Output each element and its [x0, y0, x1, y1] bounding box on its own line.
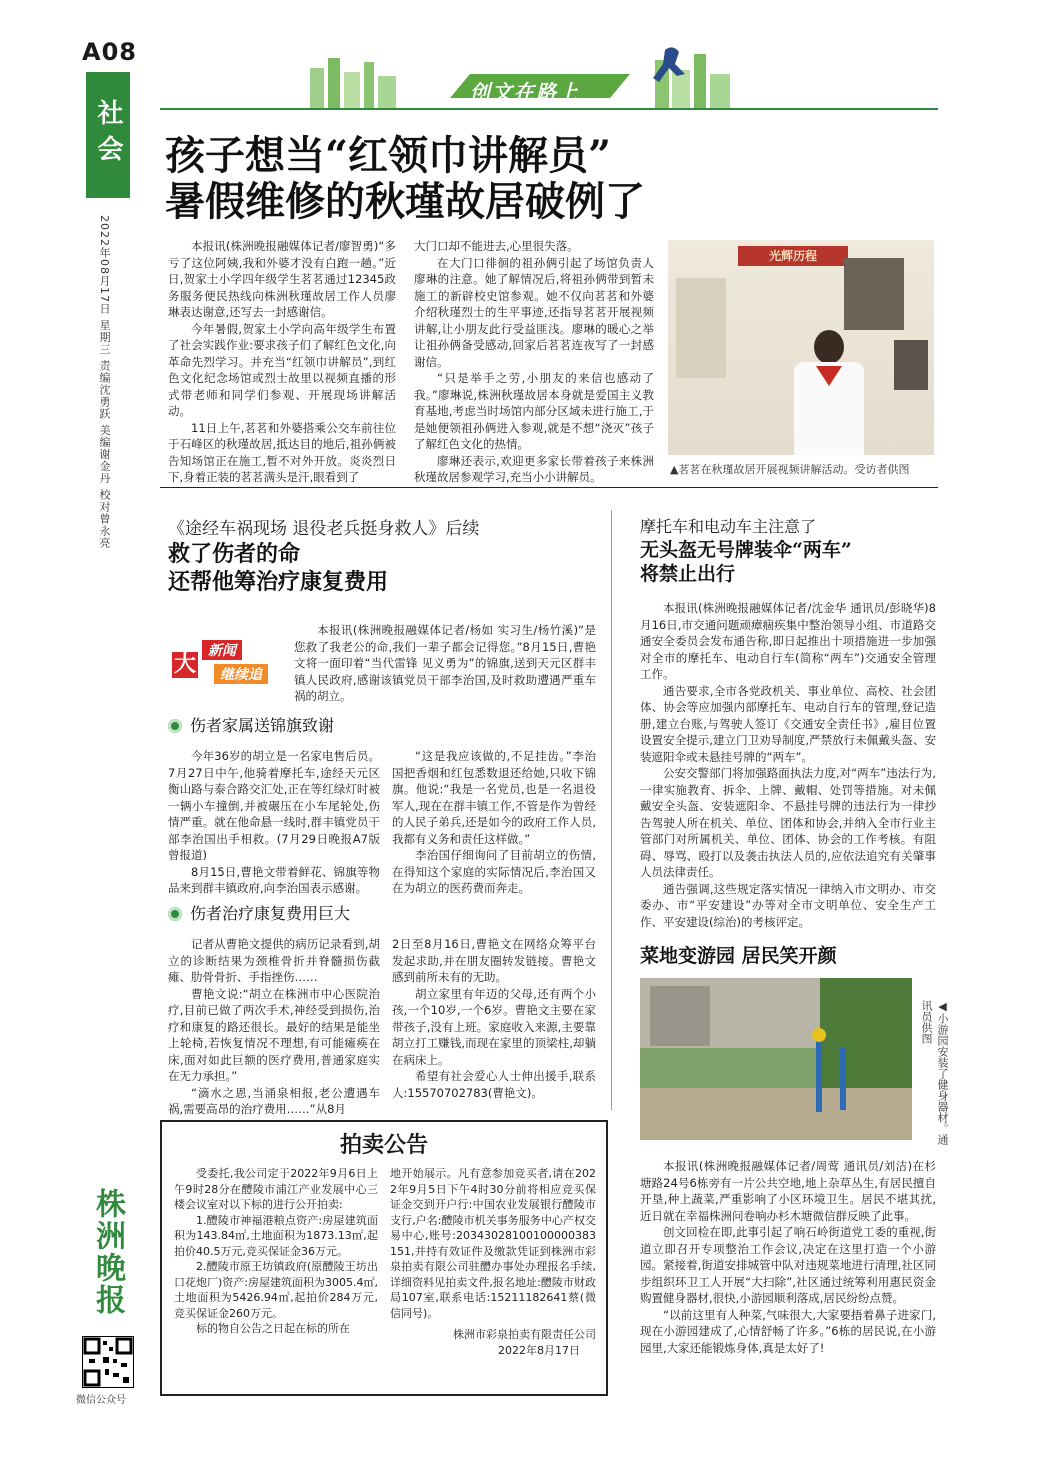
story1-column-2 — [414, 238, 654, 486]
paragraph: 2.醴陵市原王坊镇政府(原醴陵王坊出口花炮厂)资产:房屋建筑面积为3005.4㎡,土地面积为5426.94㎡,起拍价284万元,竞买保证金260万元。 — [174, 1260, 378, 1320]
paragraph: 公安交警部门将加强路面执法力度,对“两车”违法行为,一律实施教育、拆伞、上牌、戴帽、处罚等措施。对未佩戴安全头盔、安装遮阳伞、不悬挂号牌的违法行为一律抄告驾驶人所在机关、单位、团体和协会,并纳入全市行业主管部门对所属机关、单位、团体、协会的工作考核。有阻碍、辱骂、殴打以及袭击执法人员的,应依法追究有关肇事人员法律责任。 — [640, 766, 936, 879]
paved-ground — [640, 1088, 912, 1140]
story3-headline-line2: 将禁止出行 — [640, 563, 736, 585]
auction-col2 — [390, 1166, 596, 1358]
column-banner — [300, 40, 740, 115]
paragraph: 标的物自公告之日起在标的所在 — [196, 1322, 350, 1335]
paragraph: 在大门口徘徊的祖孙俩引起了场馆负责人廖琳的注意。她了解情况后,将祖孙俩带到暂未施工的新辟校史馆参观。她不仅向茗茗和外婆介绍秋瑾烈士的生平事迹,还指导茗茗开展视频讲解,让小朋友此行受益匪浅。廖琳的暖心之举让祖孙俩备受感动,回家后茗茗连夜写了一封感谢信。 — [414, 255, 654, 369]
paragraph: “只是举手之劳,小朋友的来信也感动了我。”廖琳说,株洲秋瑾故居本身就是爱国主义教育基地,考虑当时场馆内部分区域未进行施工,于是她便领祖孙俩进入参观,就是不想“浇灭”孩子了解红色文化的热情。 — [414, 371, 654, 451]
paragraph: 受委托,我公司定于2022年9月6日上午9时28分在醴陵市浦江产业发展中心三楼会议室对以下标的进行公开拍卖: — [174, 1167, 378, 1211]
auction-notice-box — [160, 1120, 608, 1396]
story1-photo — [668, 240, 934, 455]
story2-kicker: 《途经车祸现场 退役老兵挺身救人》后续 — [168, 519, 480, 539]
story3-body — [640, 600, 936, 930]
paragraph: 通告要求,全市各党政机关、事业单位、高校、社会团体、协会等应加强内部摩托车、电动自行车的管理,登记造册,建立台账,与驾驶人签订《交通安全责任书》,雇目位置设置安全提示,建立门卫劝导制度,严禁放行未佩戴头盔、安装遮阳伞或未悬挂号牌的“两车”。 — [640, 683, 936, 764]
paragraph: 本报讯(株洲晚报融媒体记者/廖智勇)“多亏了这位阿姨,我和外婆才没有白跑一趟。”近日,贺家土小学四年级学生茗茗通过12345政务服务便民热线向株洲秋瑾故居工作人员廖琳表达谢意,还写去一封感谢信。 — [168, 239, 396, 319]
paragraph: 8月15日,曹艳文带着鲜花、锦旗等物品来到群丰镇政府,向李治国表示感谢。 — [168, 864, 380, 895]
story2-sec1-col2 — [392, 748, 596, 897]
qr-caption: 微信公众号 — [76, 1395, 126, 1406]
section-tag: 社会 — [86, 72, 130, 198]
paragraph: 廖琳还表示,欢迎更多家长带着孩子来株洲秋瑾故居参观学习,充当小小讲解员。 — [414, 453, 654, 484]
building-block — [650, 986, 710, 1046]
paragraph: “滴水之恩,当涌泉相报,老公遭遇车祸,需要高昂的治疗费用……”从8月 — [168, 1085, 380, 1116]
paragraph: 2日至8月16日,曹艳文在网络众筹平台发起求助,并在朋友圈转发链接。曹艳文感到前所未有的无助。 — [392, 937, 596, 984]
paragraph: 地开始展示。凡有意参加竞买者,请在2022年9月5日下午4时30分前将相应竞买保证金交到开户行:中国农业发展银行醴陵市支行,户名:醴陵市机关事务服务中心产权交易中心,账号:20343028100100000383151,并持有效证件及缴款凭证到株洲市彩泉拍卖有限公司驻醴办事处办理报名手续,详细资料见拍卖文件,报名地址:醴陵市财政局107室,联系电话:15211182641蔡(微信同号)。 — [390, 1167, 596, 1320]
banner-text: 创文在路上 — [470, 80, 580, 104]
auction-date: 2022年8月17日 — [498, 1343, 580, 1357]
newspaper-brand: 株洲晚报 — [90, 1188, 125, 1316]
fitness-equipment — [812, 1028, 826, 1042]
paragraph: 本报讯(株洲晚报融媒体记者/沈金华 通讯员/彭晓华)8月16日,市交通问题顽瘴痼疾集中整治领导小组、市道路交通安全委员会发布通告称,即日起推出十项措施进一步加强对全市的摩托车、电动自行车(简称“两车”)交通安全管理工作。 — [640, 601, 936, 681]
badge-line1: 新闻 — [202, 640, 242, 660]
fitness-equipment — [816, 1032, 822, 1112]
portrait-frame — [894, 340, 928, 390]
subhead-text: 伤者治疗康复费用巨大 — [190, 904, 351, 923]
fitness-equipment — [840, 1048, 846, 1110]
story2-lead — [294, 622, 596, 705]
follow-up-badge — [168, 630, 288, 692]
issue-meta: 2022年08月17日 星期三 责编沈勇跃 美编谢金丹 校对曾永亮 — [98, 215, 111, 549]
story4-photo — [640, 978, 912, 1140]
paragraph: 大门口却不能进去,心里很失落。 — [414, 239, 579, 253]
header-rule — [160, 108, 938, 110]
portrait-frame — [844, 258, 904, 330]
story4-headline: 菜地变游园 居民笑开颜 — [640, 945, 837, 967]
paragraph: 今年36岁的胡立是一名家电售后员。7月27日中午,他骑着摩托车,途经天元区衡山路与泰合路交汇处,正在等红绿灯时被一辆小车撞倒,并被碾压在小车尾轮处,伤情严重。就在他命悬一线时,群丰镇党员干部李治国出手相救。(7月29日晚报A7版曾报道) — [168, 749, 380, 862]
person-head — [814, 330, 844, 364]
bullet-dot-icon — [168, 719, 182, 733]
paragraph: 1.醴陵市神福港粮点资产:房屋建筑面积为143.84㎡,土地面积为1873.13㎡,起拍价40.5万元,竞买保证金36万元。 — [174, 1213, 378, 1258]
tree-canopy — [820, 978, 912, 1088]
story1-headline-line2: 暑假维修的秋瑾故居破例了 — [165, 178, 645, 225]
paragraph: 李治国仔细询问了目前胡立的伤情,在得知这个家庭的实际情况后,李治国又在为胡立的医药费而奔走。 — [392, 848, 596, 895]
story2-sec2-col2 — [392, 936, 596, 1101]
page-number: A08 — [82, 38, 137, 66]
story4-body — [640, 1158, 936, 1356]
paragraph: 胡立家里有年迈的父母,还有两个小孩,一个10岁,一个6岁。曹艳文主要在家带孩子,没有上班。家庭收入来源,主要靠胡立打工赚钱,而现在家里的顶梁柱,却躺在病床上。 — [392, 986, 596, 1067]
story4-photo-caption: ◀小游园安装了健身器材。通讯员供图 — [920, 1000, 949, 1145]
paragraph: 记者从曹艳文提供的病历记录看到,胡立的诊断结果为颈椎骨折并脊髓损伤截瘫、肋骨骨折、手指挫伤…… — [168, 937, 380, 984]
exhibit-panel — [676, 278, 726, 378]
bullet-dot-icon — [168, 907, 182, 921]
story2-sec2-col1 — [168, 936, 380, 1118]
paragraph: 今年暑假,贺家土小学向高年级学生布置了社会实践作业:要求孩子们了解红色文化,向革命先烈学习。并充当“红领巾讲解员”,到红色文化纪念场馆或烈士故里以视频直播的形式带老师和同学们参观、开展现场讲解活动。 — [168, 321, 396, 418]
subhead-text: 伤者家属送锦旗致谢 — [190, 716, 335, 735]
story1-column-1 — [168, 238, 396, 486]
story1-photo-caption: ▲茗茗在秋瑾故居开展视频讲解活动。受访者供图 — [670, 463, 910, 476]
story2-subhead-1 — [168, 714, 334, 738]
paragraph: 希望有社会爱心人士伸出援手,联系人:15570702783(曹艳文)。 — [392, 1069, 596, 1100]
photo-wall-sign: 光辉历程 — [738, 246, 848, 266]
story2-headline-line2: 还帮他筹治疗康复费用 — [168, 569, 389, 595]
story2-headline-line1: 救了伤者的命 — [168, 541, 301, 567]
paragraph: 通告强调,这些规定落实情况一律纳入市文明办、市交委办、市“平安建设”办等对全市文明单位、安全生产工作、平安建设(综治)的考核评定。 — [640, 881, 936, 929]
auction-signer: 株洲市彩泉拍卖有限责任公司 — [453, 1328, 596, 1341]
paragraph: 曹艳文说:“胡立在株洲市中心医院治疗,目前已做了两次手术,神经受到损伤,治疗和康复的路还很长。最好的结果是能坐上轮椅,若恢复情况不理想,有可能瘫痪在床,面对如此巨额的医疗费用,普通家庭实在无力承担。” — [168, 986, 380, 1083]
qr-code-icon — [83, 1337, 133, 1387]
story3-headline-line1: 无头盔无号牌装伞“两车” — [640, 539, 852, 561]
auction-col1 — [174, 1166, 378, 1337]
paragraph: “以前这里有人种菜,气味很大,大家要捂着鼻子进家门,现在小游园建成了,心情舒畅了许多。”6栋的居民说,在小游园里,大家还能锻炼身体,真是太好了! — [640, 1307, 936, 1355]
column-divider — [611, 510, 612, 1110]
story2-sec1-col1 — [168, 748, 380, 897]
story2-subhead-2 — [168, 902, 350, 926]
qr-code — [82, 1336, 134, 1388]
auction-title: 拍卖公告 — [339, 1133, 428, 1158]
paragraph: 创文回检在即,此事引起了响石岭街道党工委的重视,街道立即召开专项整治工作会议,决定在这里打造一个小游园。紧接着,街道安排城管中队对违规菜地进行清理,社区同步组织环卫工人开展“大扫除”,社区通过统筹利用惠民资金购置健身器材,很快,小游园顺利落成,居民纷纷点赞。 — [640, 1225, 936, 1305]
story1-headline-line1: 孩子想当“红领巾讲解员” — [165, 132, 612, 179]
paragraph: 11日上午,茗茗和外婆搭乘公交车前往位于石峰区的秋瑾故居,抵达目的地后,祖孙俩被告知场馆正在施工,暂不对外开放。炎炎烈日下,身着正装的茗茗满头是汗,眼看到了 — [168, 420, 396, 484]
section-divider — [160, 487, 938, 488]
badge-mark-icon: 大 — [173, 652, 196, 677]
story3-kicker: 摩托车和电动车主注意了 — [640, 517, 817, 536]
paragraph: 本报讯(株洲晚报融媒体记者/周莺 通讯员/刘洁)在杉塘路24号6栋旁有一片公共空地,地上杂草丛生,有居民擅自开垦,种上蔬菜,严重影响了小区环境卫生。居民不堪其扰,近日就在幸福株洲问卷响办杉木塘微信群反映了此事。 — [640, 1159, 936, 1223]
badge-line2: 继续追 — [214, 664, 268, 684]
paragraph: “这是我应该做的,不足挂齿。”李治国把香烟和红包悉数退还给她,只收下锦旗。他说:“我是一名党员,也是一名退役军人,现在在群丰镇工作,不管是作为曾经的人民子弟兵,还是如今的政府工作人员,我都有义务和责任这样做。” — [392, 749, 596, 846]
paragraph: 本报讯(株洲晚报融媒体记者/杨如 实习生/杨竹溪)“是您救了我老公的命,我们一辈子都会记得您。”8月15日,曹艳文将一面印着“当代雷锋 见义勇为”的锦旗,送到天元区群丰镇人民政府,感谢该镇党员干部李治国,及时救助遭遇严重车祸的胡立。 — [294, 623, 596, 703]
